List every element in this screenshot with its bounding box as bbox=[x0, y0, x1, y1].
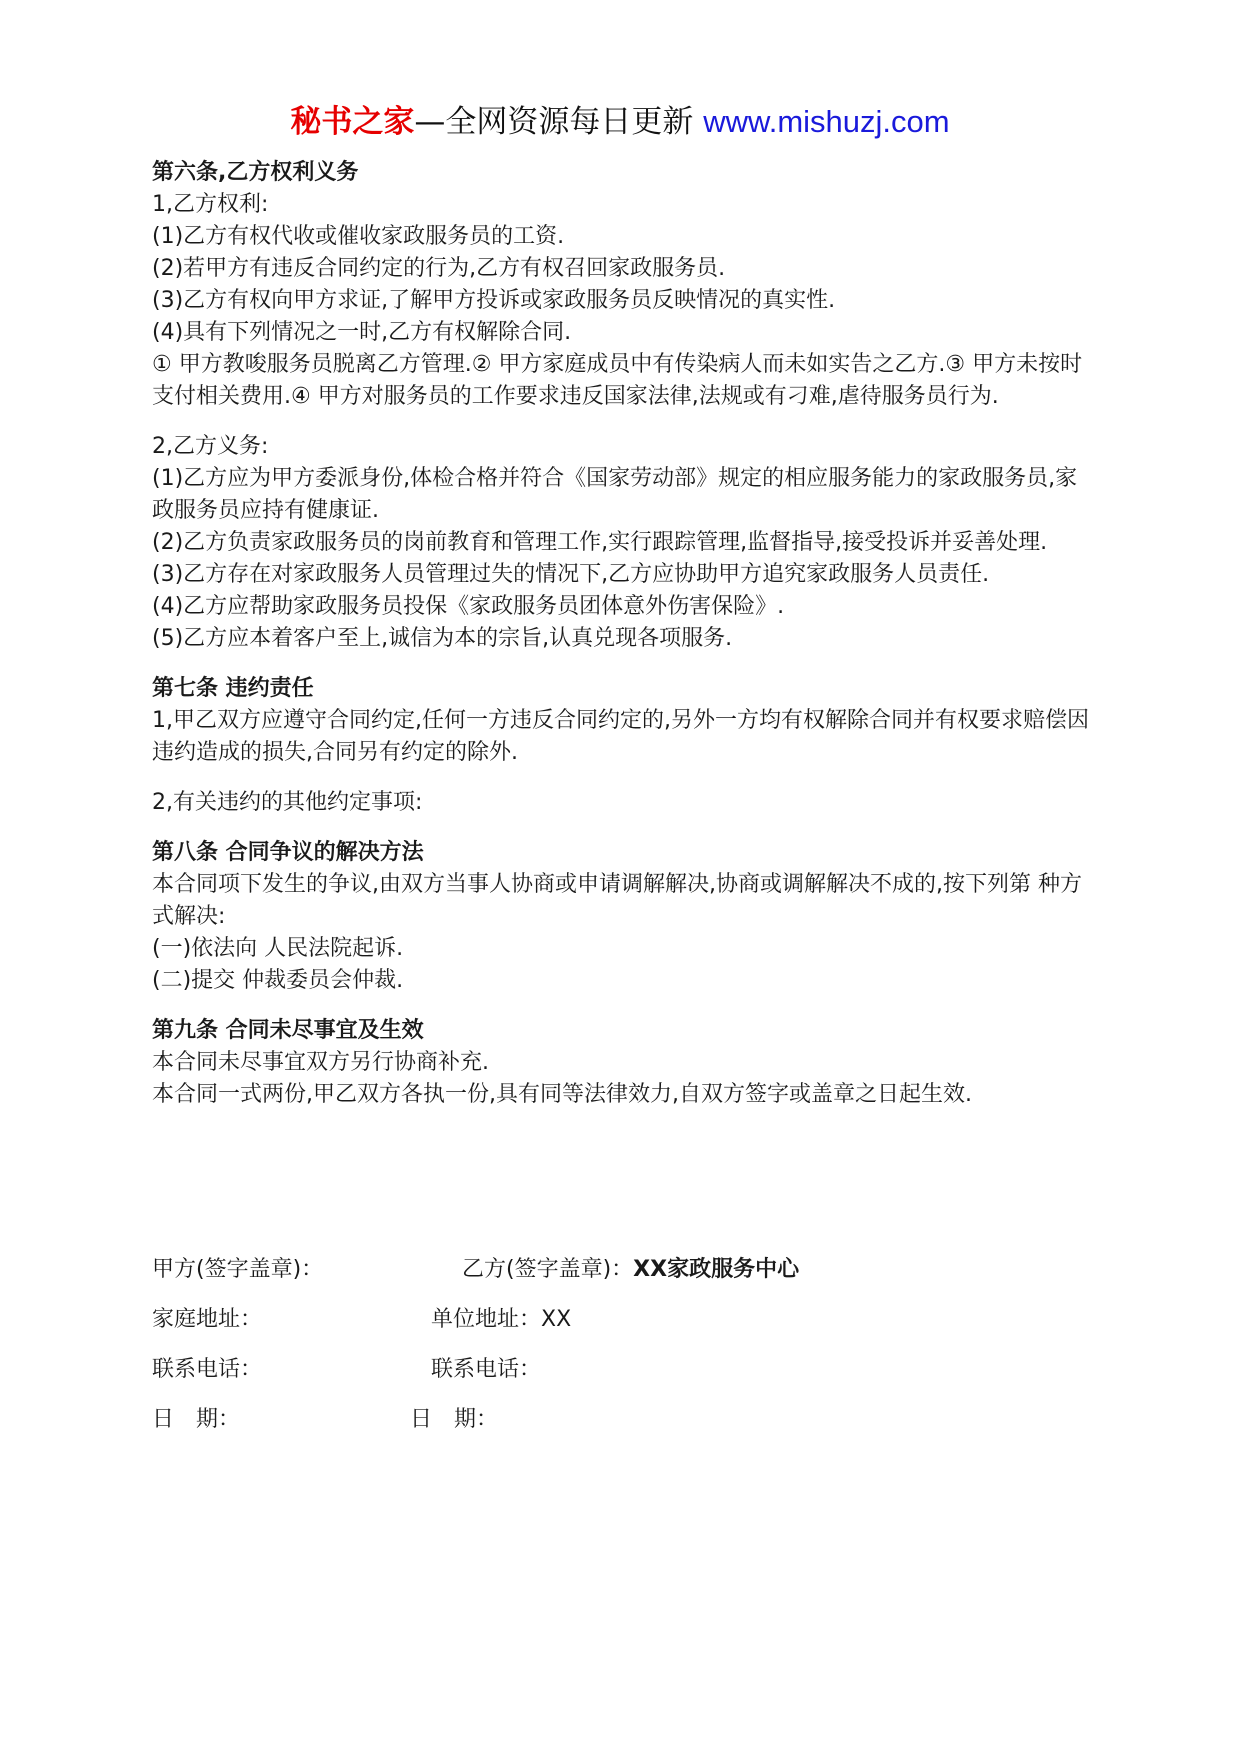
brand-name: 秘书之家 bbox=[290, 104, 415, 140]
article-9-para-1: 本合同未尽事宜双方另行协商补充. bbox=[152, 1050, 489, 1075]
right-item-2: (2)若甲方有违反合同约定的行为,乙方有权召回家政服务员. bbox=[152, 256, 726, 281]
phone-b-label: 联系电话： bbox=[431, 1357, 542, 1382]
article-7-para-1: 1,甲乙双方应遵守合同约定,任何一方违反合同约定的,另外一方均有权解除合同并有权要求赔偿因违约造成的损失,合同另有约定的除外. bbox=[152, 708, 1089, 765]
article-9-title: 第九条 合同未尽事宜及生效 bbox=[152, 1018, 424, 1043]
party-b-signature-label bbox=[462, 1254, 799, 1286]
article-8-option-1: (一)依法向 人民法院起诉. bbox=[152, 936, 404, 961]
rights-title: 1,乙方权利: bbox=[152, 192, 269, 217]
article-9-para-2: 本合同一式两份,甲乙双方各执一份,具有同等法律效力,自双方签字或盖章之日起生效. bbox=[152, 1082, 972, 1107]
contract-body bbox=[152, 157, 1092, 1111]
date-b-label: 日 期： bbox=[410, 1407, 499, 1432]
article-7-title: 第七条 违约责任 bbox=[152, 676, 314, 701]
duty-item-2: (2)乙方负责家政服务员的岗前教育和管理工作,实行跟踪管理,监督指导,接受投诉并妥善处理. bbox=[152, 530, 1048, 555]
party-a-signature-label: 甲方(签字盖章)： bbox=[152, 1257, 324, 1282]
duty-item-5: (5)乙方应本着客户至上,诚信为本的宗旨,认真兑现各项服务. bbox=[152, 626, 733, 651]
article-7-para-2: 2,有关违约的其他约定事项: bbox=[152, 790, 423, 815]
home-address-label: 家庭地址： bbox=[152, 1307, 263, 1332]
article-6-title: 第六条,乙方权利义务 bbox=[152, 160, 359, 185]
duty-item-3: (3)乙方存在对家政服务人员管理过失的情况下,乙方应协助甲方追究家政服务人员责任. bbox=[152, 562, 990, 587]
date-a-label: 日 期： bbox=[152, 1407, 241, 1432]
party-b-signature-text: 乙方(签字盖章)： bbox=[462, 1257, 634, 1282]
duty-item-4: (4)乙方应帮助家政服务员投保《家政服务员团体意外伤害保险》. bbox=[152, 594, 785, 619]
right-item-4: (4)具有下列情况之一时,乙方有权解除合同. bbox=[152, 320, 572, 345]
unit-address-label: 单位地址：XX bbox=[431, 1307, 572, 1332]
phone-a-label: 联系电话： bbox=[152, 1357, 263, 1382]
header-tagline: —全网资源每日更新 bbox=[414, 104, 704, 140]
right-item-1: (1)乙方有权代收或催收家政服务员的工资. bbox=[152, 224, 565, 249]
duty-item-1: (1)乙方应为甲方委派身份,体检合格并符合《国家劳动部》规定的相应服务能力的家政服务员,家政服务员应持有健康证. bbox=[152, 466, 1078, 523]
header-url: www.mishuzj.com bbox=[703, 104, 950, 139]
page-header bbox=[0, 100, 1240, 144]
article-8-option-2: (二)提交 仲裁委员会仲裁. bbox=[152, 968, 404, 993]
article-8-title: 第八条 合同争议的解决方法 bbox=[152, 840, 424, 865]
party-b-name: XX家政服务中心 bbox=[633, 1257, 800, 1282]
duties-title: 2,乙方义务: bbox=[152, 434, 269, 459]
right-item-3: (3)乙方有权向甲方求证,了解甲方投诉或家政服务员反映情况的真实性. bbox=[152, 288, 836, 313]
right-item-4-detail: ① 甲方教唆服务员脱离乙方管理.② 甲方家庭成员中有传染病人而未如实告之乙方.③ 甲方未按时支付相关费用.④ 甲方对服务员的工作要求违反国家法律,法规或有刁难,虐待服务员行为. bbox=[152, 352, 1083, 409]
article-8-para-1: 本合同项下发生的争议,由双方当事人协商或申请调解解决,协商或调解解决不成的,按下列第 种方式解决: bbox=[152, 872, 1082, 929]
